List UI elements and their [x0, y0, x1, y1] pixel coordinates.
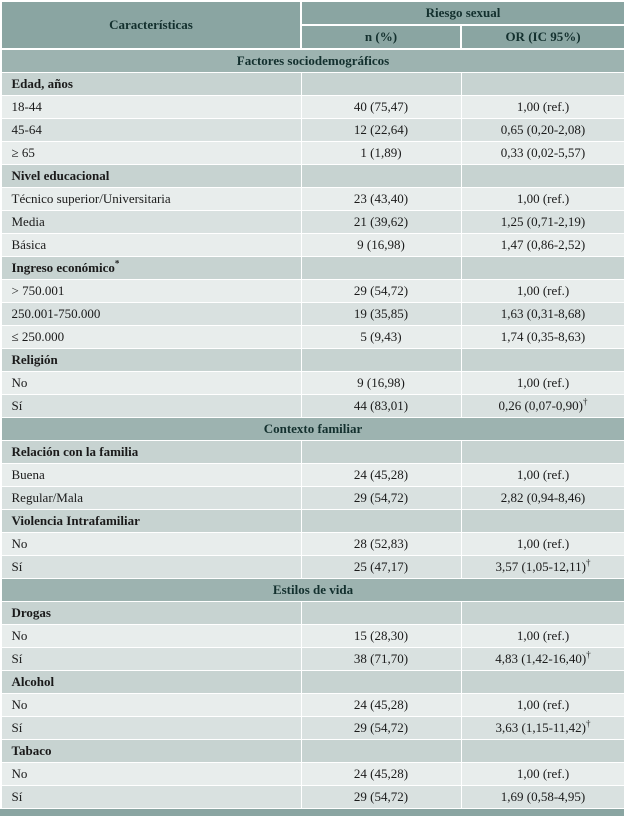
col-header-or-ci: OR (IC 95%)	[461, 25, 624, 49]
characteristic-cell: Sí	[1, 717, 301, 740]
n-percent-cell: 12 (22,64)	[301, 119, 461, 142]
group-label-text: Ingreso económico	[11, 259, 115, 275]
n-percent-cell: 9 (16,98)	[301, 372, 461, 395]
or-value: 3,63 (1,15-11,42)	[495, 719, 586, 735]
col-header-n-percent: n (%)	[301, 25, 461, 49]
group-label-text: Alcohol	[11, 673, 55, 689]
group-label-cell	[1, 602, 301, 625]
empty-or-cell	[461, 602, 624, 625]
empty-n-cell	[301, 349, 461, 372]
section-header-row	[1, 49, 624, 73]
characteristic-cell: Básica	[1, 234, 301, 257]
characteristic-cell: No	[1, 694, 301, 717]
or-value: 1,00 (ref.)	[516, 765, 570, 781]
n-percent-cell: 24 (45,28)	[301, 763, 461, 786]
n-percent-cell: 5 (9,43)	[301, 326, 461, 349]
group-label-cell	[1, 671, 301, 694]
empty-n-cell	[301, 510, 461, 533]
group-label-cell	[1, 740, 301, 763]
section-title: Contexto familiar	[1, 418, 624, 441]
group-label-text: Relación con la familia	[11, 443, 139, 459]
section-title: Estilos de vida	[1, 579, 624, 602]
empty-or-cell	[461, 349, 624, 372]
n-percent-cell: 19 (35,85)	[301, 303, 461, 326]
n-percent-cell: 44 (83,01)	[301, 395, 461, 418]
empty-n-cell	[301, 602, 461, 625]
table-row	[1, 303, 624, 326]
n-percent-cell: 15 (28,30)	[301, 625, 461, 648]
group-row	[1, 73, 624, 96]
characteristic-cell: No	[1, 625, 301, 648]
or-value: 1,00 (ref.)	[516, 466, 570, 482]
characteristic-cell: Media	[1, 211, 301, 234]
table-row	[1, 280, 624, 303]
or-ci-cell	[461, 763, 624, 786]
or-ci-cell	[461, 280, 624, 303]
characteristic-cell: No	[1, 533, 301, 556]
group-label-cell	[1, 165, 301, 188]
table-row	[1, 648, 624, 671]
or-ci-cell	[461, 533, 624, 556]
or-ci-cell	[461, 142, 624, 165]
group-row	[1, 510, 624, 533]
or-ci-cell	[461, 119, 624, 142]
or-ci-cell	[461, 694, 624, 717]
group-row	[1, 602, 624, 625]
section-header-row	[1, 418, 624, 441]
table-row	[1, 763, 624, 786]
characteristic-cell: ≥ 65	[1, 142, 301, 165]
section-title: Factores sociodemográficos	[1, 49, 624, 73]
header-row-top	[1, 1, 624, 25]
group-label-text: Tabaco	[11, 742, 52, 758]
n-percent-cell: 9 (16,98)	[301, 234, 461, 257]
empty-or-cell	[461, 510, 624, 533]
table-row	[1, 786, 624, 809]
table-row	[1, 142, 624, 165]
group-label-superscript: *	[114, 258, 120, 269]
or-superscript: †	[586, 557, 591, 568]
or-ci-cell	[461, 625, 624, 648]
table-row	[1, 395, 624, 418]
or-value: 1,63 (0,31-8,68)	[500, 305, 586, 321]
or-value: 1,00 (ref.)	[516, 190, 570, 206]
or-ci-cell	[461, 326, 624, 349]
table-row	[1, 533, 624, 556]
or-value: 0,33 (0,02-5,57)	[500, 144, 586, 160]
empty-n-cell	[301, 165, 461, 188]
characteristic-cell: Sí	[1, 786, 301, 809]
characteristic-cell: 18-44	[1, 96, 301, 119]
table-row	[1, 625, 624, 648]
group-label-cell	[1, 441, 301, 464]
table-row	[1, 372, 624, 395]
characteristic-cell: > 750.001	[1, 280, 301, 303]
group-label-text: Violencia Intrafamiliar	[11, 512, 140, 528]
group-label-cell	[1, 257, 301, 280]
or-ci-cell	[461, 648, 624, 671]
table-body	[1, 49, 624, 809]
or-superscript: †	[583, 396, 588, 407]
or-value: 2,82 (0,94-8,46)	[500, 489, 586, 505]
or-value: 1,00 (ref.)	[516, 98, 570, 114]
group-label-text: Religión	[11, 351, 58, 367]
group-row	[1, 349, 624, 372]
empty-n-cell	[301, 671, 461, 694]
characteristic-cell: Sí	[1, 395, 301, 418]
n-percent-cell: 29 (54,72)	[301, 280, 461, 303]
group-row	[1, 441, 624, 464]
characteristic-cell: ≤ 250.000	[1, 326, 301, 349]
characteristic-cell: 250.001-750.000	[1, 303, 301, 326]
col-header-caracteristicas: Características	[1, 1, 301, 49]
table-row	[1, 188, 624, 211]
characteristic-cell: Sí	[1, 648, 301, 671]
table-row	[1, 326, 624, 349]
or-value: 3,57 (1,05-12,11)	[495, 558, 586, 574]
table-row	[1, 211, 624, 234]
empty-or-cell	[461, 73, 624, 96]
or-ci-cell	[461, 556, 624, 579]
or-ci-cell	[461, 96, 624, 119]
or-value: 1,74 (0,35-8,63)	[500, 328, 586, 344]
group-label-cell	[1, 73, 301, 96]
group-row	[1, 165, 624, 188]
or-value: 4,83 (1,42-16,40)	[495, 650, 587, 666]
or-ci-cell	[461, 303, 624, 326]
n-percent-cell: 24 (45,28)	[301, 694, 461, 717]
n-percent-cell: 23 (43,40)	[301, 188, 461, 211]
table-row	[1, 717, 624, 740]
n-percent-cell: 29 (54,72)	[301, 786, 461, 809]
table-row	[1, 694, 624, 717]
characteristic-cell: No	[1, 372, 301, 395]
characteristic-cell: No	[1, 763, 301, 786]
table-row	[1, 119, 624, 142]
n-percent-cell: 38 (71,70)	[301, 648, 461, 671]
or-value: 1,00 (ref.)	[516, 374, 570, 390]
or-ci-cell	[461, 211, 624, 234]
or-ci-cell	[461, 717, 624, 740]
group-row	[1, 257, 624, 280]
n-percent-cell: 25 (47,17)	[301, 556, 461, 579]
characteristic-cell: 45-64	[1, 119, 301, 142]
or-value: 1,00 (ref.)	[516, 282, 570, 298]
or-ci-cell	[461, 395, 624, 418]
section-header-row	[1, 579, 624, 602]
or-superscript: †	[586, 718, 591, 729]
or-value: 0,65 (0,20-2,08)	[500, 121, 586, 137]
or-value: 1,00 (ref.)	[516, 627, 570, 643]
group-label-cell	[1, 510, 301, 533]
table-row	[1, 556, 624, 579]
n-percent-cell: 24 (45,28)	[301, 464, 461, 487]
or-ci-cell	[461, 487, 624, 510]
group-label-cell	[1, 349, 301, 372]
group-row	[1, 671, 624, 694]
empty-n-cell	[301, 257, 461, 280]
characteristic-cell: Sí	[1, 556, 301, 579]
n-percent-cell: 29 (54,72)	[301, 487, 461, 510]
empty-n-cell	[301, 73, 461, 96]
empty-or-cell	[461, 671, 624, 694]
group-row	[1, 740, 624, 763]
table-row	[1, 96, 624, 119]
or-ci-cell	[461, 372, 624, 395]
characteristic-cell: Buena	[1, 464, 301, 487]
or-value: 1,69 (0,58-4,95)	[500, 788, 586, 804]
empty-or-cell	[461, 740, 624, 763]
n-percent-cell: 28 (52,83)	[301, 533, 461, 556]
n-percent-cell: 1 (1,89)	[301, 142, 461, 165]
empty-n-cell	[301, 441, 461, 464]
table-bottom-bar	[0, 809, 624, 816]
or-value: 1,47 (0,86-2,52)	[500, 236, 586, 252]
characteristic-cell: Regular/Mala	[1, 487, 301, 510]
or-superscript: †	[586, 649, 591, 660]
table-row	[1, 487, 624, 510]
or-ci-cell	[461, 188, 624, 211]
group-label-text: Edad, años	[11, 75, 73, 91]
n-percent-cell: 29 (54,72)	[301, 717, 461, 740]
empty-or-cell	[461, 165, 624, 188]
n-percent-cell: 40 (75,47)	[301, 96, 461, 119]
table-row	[1, 464, 624, 487]
empty-n-cell	[301, 740, 461, 763]
or-ci-cell	[461, 464, 624, 487]
empty-or-cell	[461, 257, 624, 280]
characteristic-cell: Técnico superior/Universitaria	[1, 188, 301, 211]
or-value: 1,00 (ref.)	[516, 535, 570, 551]
or-ci-cell	[461, 786, 624, 809]
or-ci-cell	[461, 234, 624, 257]
group-label-text: Nivel educacional	[11, 167, 110, 183]
empty-or-cell	[461, 441, 624, 464]
table-row	[1, 234, 624, 257]
col-group-header-riesgo-sexual: Riesgo sexual	[301, 1, 624, 25]
or-value: 1,00 (ref.)	[516, 696, 570, 712]
group-label-text: Drogas	[11, 604, 51, 620]
or-value: 1,25 (0,71-2,19)	[500, 213, 586, 229]
or-value: 0,26 (0,07-0,90)	[498, 397, 583, 413]
n-percent-cell: 21 (39,62)	[301, 211, 461, 234]
